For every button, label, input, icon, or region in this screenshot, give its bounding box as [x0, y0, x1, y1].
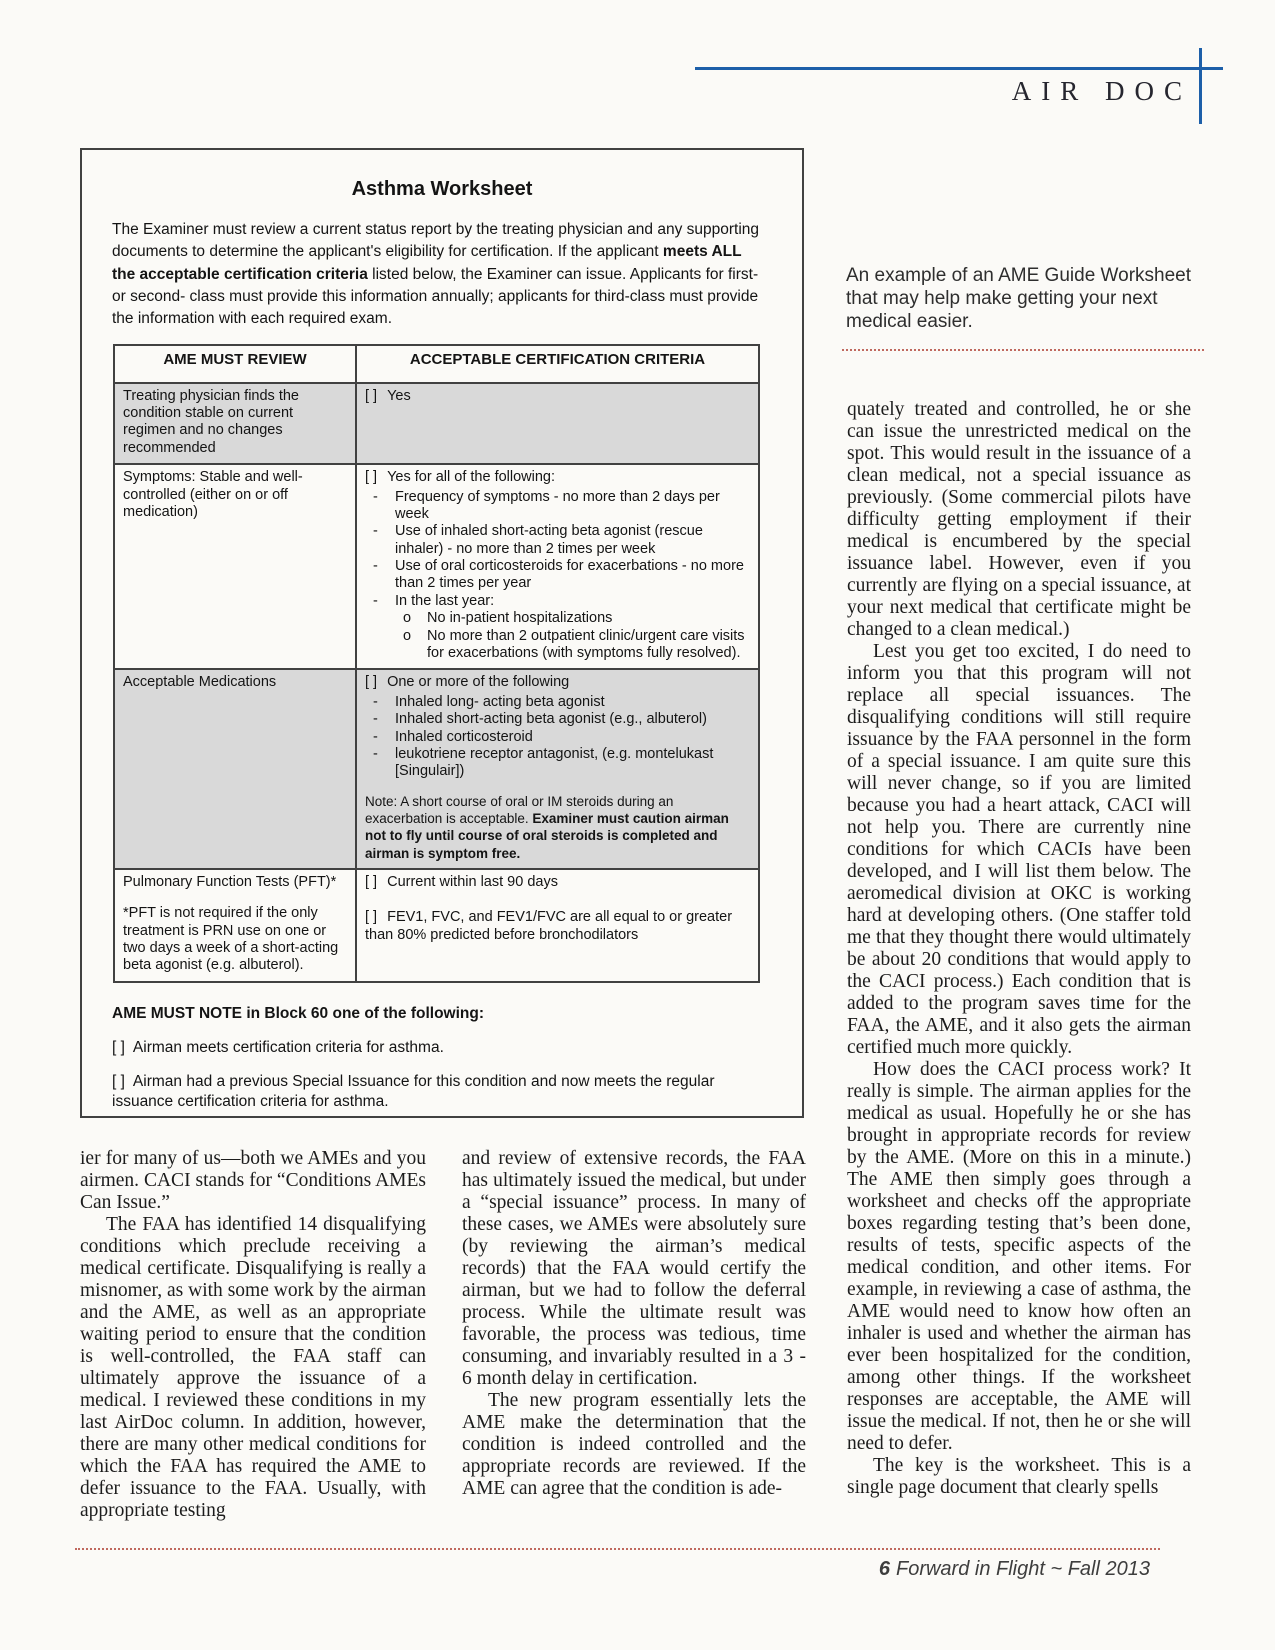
worksheet-figure [80, 148, 804, 1118]
item-text: Inhaled short-acting beta agonist (e.g., albuterol) [395, 711, 707, 728]
bullet-marker: - [373, 523, 378, 540]
cell-criteria [356, 869, 759, 982]
check-item [365, 874, 750, 891]
cell-paragraph: Pulmonary Function Tests (PFT)* [123, 873, 337, 890]
item-text: Current within last 90 days [387, 873, 558, 890]
item-text: No more than 2 outpatient clinic/urgent care visits for exacerbations (with symptoms fully resolved). [427, 627, 745, 662]
magazine-title: Forward in Flight ~ Fall 2013 [895, 1558, 1150, 1580]
checkbox-glyph: [ ] [112, 1038, 125, 1056]
block60-item [112, 1072, 747, 1111]
bullet-marker: - [373, 693, 378, 710]
cell-paragraph: Symptoms: Stable and well-controlled (either on or off medication) [123, 469, 303, 520]
block60-items [82, 1038, 802, 1118]
article-paragraph: The new program essentially lets the AME make the determination that the condition is indeed controlled and the appropriate records are reviewed. If the AME can agree that the condition is ade- [462, 1390, 806, 1499]
item-text: One or more of the following [387, 674, 570, 691]
table-row [114, 669, 759, 868]
column-left [80, 1148, 426, 1522]
worksheet-title: Asthma Worksheet [351, 178, 533, 200]
text-segment: Examiner must caution airman not to fly until course of oral steroids is completed and airman is symptom free. [365, 811, 729, 861]
item-text: Yes for all of the following: [387, 469, 556, 486]
article-paragraph: and review of extensive records, the FAA has ultimately issued the medical, but under a “special issuance” process. In many of these cases, we AMEs were absolutely sure (by reviewing the airman’s medical records) that the FAA would certify the airman, but we had to follow the deferral process. While the ultimate result was favorable, the process was tedious, time consuming, and invariably resulted in a 3 - 6 month delay in certification. [462, 1148, 806, 1389]
bullet-marker: - [373, 488, 378, 505]
article-paragraph: The key is the worksheet. This is a single page document that clearly spells [847, 1455, 1191, 1498]
footer [650, 1558, 1150, 1581]
cell-paragraph: *PFT is not required if the only treatment is PRN use on one or two days a week of a short-acting beta agonist (e.g. albuterol). [123, 905, 339, 974]
circle-item [401, 610, 750, 627]
column-middle [462, 1148, 806, 1500]
spacer [365, 893, 750, 909]
checkbox-glyph: [ ] [365, 469, 378, 486]
worksheet-table [113, 344, 760, 983]
column-title: AIR DOC [1011, 76, 1192, 106]
item-text: Airman meets certification criteria for asthma. [132, 1038, 444, 1056]
item-text: Frequency of symptoms - no more than 2 days per week [395, 488, 720, 522]
bullet-marker: - [373, 592, 378, 609]
worksheet-intro [112, 219, 766, 331]
check-item [365, 909, 750, 944]
block60-heading: AME MUST NOTE in Block 60 one of the following: [112, 1004, 484, 1022]
article-paragraph: Lest you get too excited, I do need to inform you that this program will not replace all special issuances. The disqualifying conditions will still require issuance by the FAA personnel in the form of a special issuance. I am quite sure this will never change, so if you are limited because you had a heart attack, CACI will not help you. There are currently nine conditions for which CACIs have been developed, and I will list them below. The aeromedical division at OKC is working hard at developing others. (One staffer told me that they thought there would ultimately be about 20 conditions that would apply to the CACI process.) Each condition that is added to the program saves time for the FAA, the AME, and it also gets the airman certified much more quickly. [847, 641, 1191, 1058]
item-text: In the last year: [395, 592, 495, 609]
footer-divider [75, 1548, 1160, 1550]
item-text: Use of inhaled short-acting beta agonist (rescue inhaler) - no more than 2 times per week [395, 523, 703, 557]
bullet-marker: - [373, 711, 378, 728]
table-row [114, 464, 759, 669]
table-row [114, 383, 759, 465]
dash-item [365, 489, 750, 524]
header-rule-vertical [1199, 48, 1202, 124]
table-row [114, 869, 759, 982]
cell-ame-must-review [114, 383, 356, 465]
dash-item [365, 746, 750, 781]
cell-criteria [356, 383, 759, 465]
bullet-marker: o [403, 610, 412, 627]
check-item [365, 469, 750, 486]
checkbox-glyph: [ ] [365, 909, 378, 926]
circle-item [401, 628, 750, 663]
bullet-marker: - [373, 728, 378, 745]
caption-divider [842, 349, 1204, 351]
article-paragraph: How does the CACI process work? It really is simple. The airman applies for the medical as usual. Hopefully he or she has brought in appropriate records for review by the AME. (More on this in a minute.) The AME then simply goes through a worksheet and checks off the appropriate boxes regarding testing that’s been done, results of tests, specific aspects of the medical condition, and other items. For example, in reviewing a case of asthma, the AME would need to know how often an inhaler is used and whether the airman has ever been hospitalized for the condition, among other things. If the worksheet responses are acceptable, the AME will issue the medical. If not, then he or she will need to defer. [847, 1059, 1191, 1454]
dash-item [365, 729, 750, 746]
check-item [365, 674, 750, 691]
page-number: 6 [878, 1558, 890, 1580]
text-segment: meets ALL the acceptable certification criteria [112, 243, 742, 283]
bullet-marker: o [403, 627, 412, 644]
item-text: Use of oral corticosteroids for exacerbations - no more than 2 times per year [395, 558, 744, 592]
column-header-ame-must-review: AME MUST REVIEW [114, 345, 356, 383]
text-segment: listed below, the Examiner can issue. Applicants for first- or second- class must provide this information annually; applicants for third-class must provide the information with each required exam. [112, 265, 759, 328]
dash-item [365, 694, 750, 711]
item-text: Inhaled long- acting beta agonist [395, 693, 605, 710]
checkbox-glyph: [ ] [365, 674, 378, 691]
item-text: leukotriene receptor antagonist, (e.g. montelukast [Singulair]) [395, 745, 714, 780]
item-text: FEV1, FVC, and FEV1/FVC are all equal to or greater than 80% predicted before bronchodilators [365, 909, 733, 943]
dash-item [365, 711, 750, 728]
article-paragraph: ier for many of us—both we AMEs and you airmen. CACI stands for “Conditions AMEs Can Issue.” [80, 1148, 426, 1213]
table-header-row [114, 345, 759, 383]
block60-item [112, 1038, 747, 1057]
photo-caption: An example of an AME Guide Worksheet that may help make getting your next medical easier. [846, 265, 1191, 333]
note-text [365, 793, 750, 862]
cell-ame-must-review [114, 464, 356, 669]
text-segment: Note: A short course of oral or IM steroids during an exacerbation is acceptable. [365, 793, 674, 827]
item-text: No in-patient hospitalizations [427, 610, 613, 627]
bullet-marker: - [373, 558, 378, 575]
cell-ame-must-review [114, 869, 356, 982]
cell-criteria [356, 669, 759, 868]
item-text: Yes [387, 387, 411, 404]
column-header-acceptable-criteria: ACCEPTABLE CERTIFICATION CRITERIA [356, 345, 759, 383]
checkbox-glyph: [ ] [365, 873, 378, 890]
checkbox-glyph: [ ] [365, 387, 378, 404]
column-right [847, 399, 1191, 1499]
checkbox-glyph: [ ] [112, 1073, 125, 1091]
article-paragraph: The FAA has identified 14 disqualifying conditions which preclude receiving a medical certificate. Disqualifying is really a misnomer, as with some work by the airman and the AME, as well as an appropriate waiting period to ensure that the condition is well-controlled, the FAA staff can ultimately approve the issuance of a medical. I reviewed these conditions in my last AirDoc column. In addition, however, there are many other medical conditions for which the FAA has required the AME to defer issuance to the FAA. Usually, with appropriate testing [80, 1214, 426, 1521]
cell-paragraph: Acceptable Medications [123, 674, 277, 691]
text-segment: The Examiner must review a current status report by the treating physician and any supporting documents to determine the applicant's eligibility for certification. If the applicant [112, 221, 760, 261]
cell-ame-must-review [114, 669, 356, 868]
check-item [365, 388, 750, 405]
cell-paragraph: Treating physician finds the condition stable on current regimen and no changes recommended [123, 387, 299, 456]
item-text: Airman had a previous Special Issuance for this condition and now meets the regular issuance certification criteria for asthma. [112, 1073, 715, 1110]
dash-item [365, 558, 750, 593]
article-paragraph: quately treated and controlled, he or she can issue the unrestricted medical on the spot. This would result in the issuance of a clean medical, not a special issuance as previously. (Some commercial pilots have difficulty getting employment if their medical is encumbered by the special issuance label. However, even if you currently are flying on a special issuance, at your next medical that certificate might be changed to a clean medical.) [847, 399, 1191, 640]
bullet-marker: - [373, 745, 378, 762]
cell-criteria [356, 464, 759, 669]
dash-item [365, 593, 750, 610]
header-rule-horizontal [695, 67, 1223, 70]
dash-item [365, 523, 750, 558]
item-text: Inhaled corticosteroid [395, 728, 533, 745]
